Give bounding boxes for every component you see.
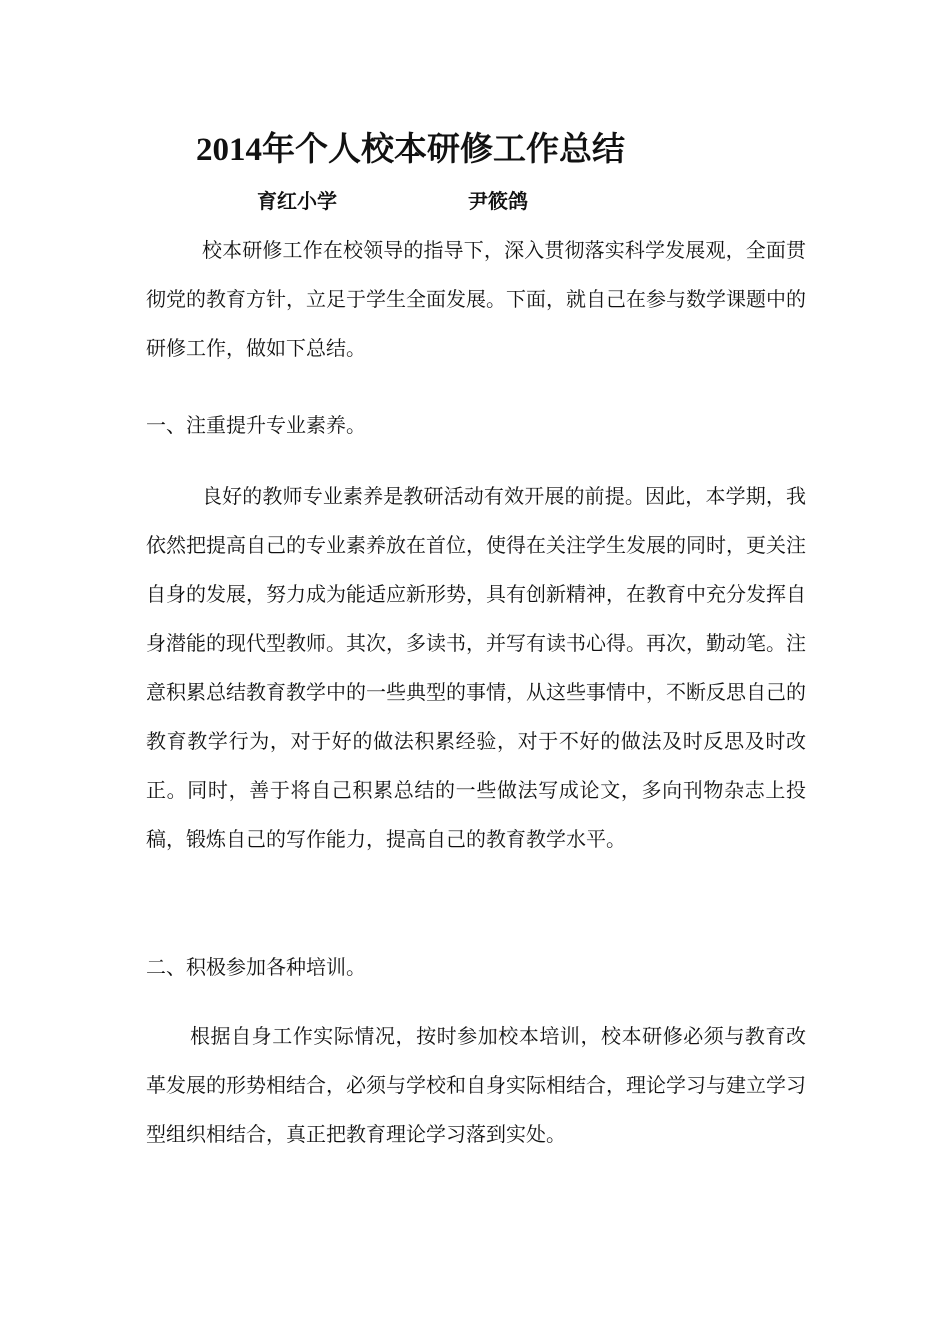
author-name: 尹筱鸽 xyxy=(468,189,528,213)
intro-paragraph: 校本研修工作在校领导的指导下，深入贯彻落实科学发展观，全面贯彻党的教育方针，立足于学生全面发展。下面，就自己在参与数学课题中的研修工作，做如下总结。 xyxy=(146,238,806,360)
school-name: 育红小学 xyxy=(257,189,337,213)
section-2-paragraph: 根据自身工作实际情况，按时参加校本培训，校本研修必须与教育改革发展的形势相结合，必须与学校和自身实际相结合，理论学习与建立学习型组织相结合，真正把教育理论学习落到实处。 xyxy=(146,1024,806,1146)
section-2-heading: 二、积极参加各种培训。 xyxy=(146,955,366,979)
document-title: 2014年个人校本研修工作总结 xyxy=(196,132,625,168)
section-1-paragraph: 良好的教师专业素养是教研活动有效开展的前提。因此，本学期，我依然把提高自己的专业素养放在首位，使得在关注学生发展的同时，更关注自身的发展，努力成为能适应新形势，具有创新精神，在教育中充分发挥自身潜能的现代型教师。其次，多读书，并写有读书心得。再次，勤动笔。注意积累总结教育教学中的一些典型的事情，从这些事情中，不断反思自己的教育教学行为，对于好的做法积累经验，对于不好的做法及时反思及时改正。同时，善于将自己积累总结的一些做法写成论文，多向刊物杂志上投稿，锻炼自己的写作能力，提高自己的教育教学水平。 xyxy=(146,484,806,851)
section-1-heading: 一、注重提升专业素养。 xyxy=(146,413,366,437)
